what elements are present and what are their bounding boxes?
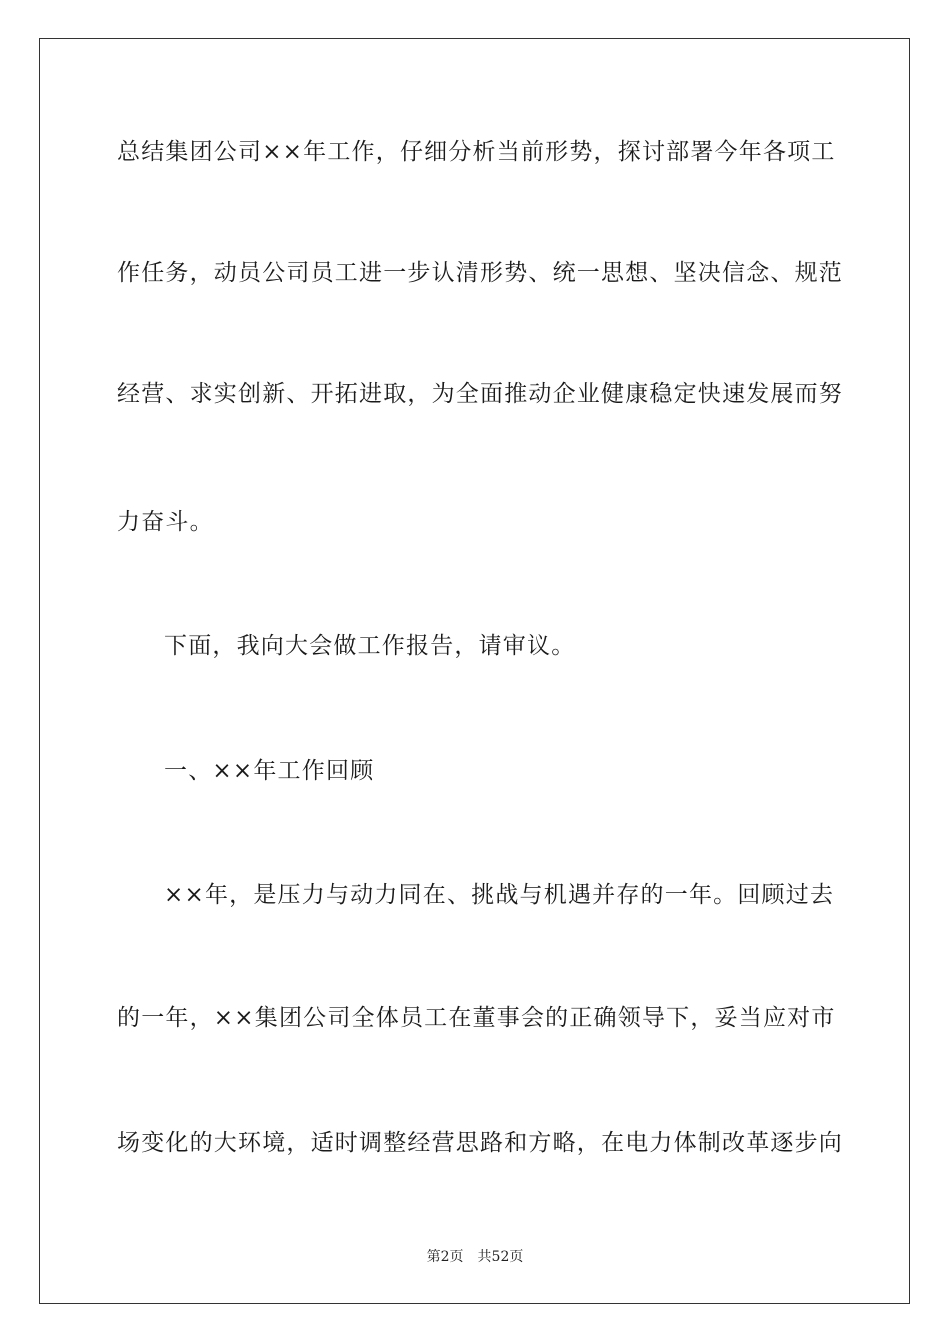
paragraph-line-4: 力奋斗。 xyxy=(117,509,214,535)
paragraph-line-1: 总结集团公司××年工作，仔细分析当前形势，探讨部署今年各项工 xyxy=(117,139,836,165)
paragraph-line-7: 场变化的大环境，适时调整经营思路和方略，在电力体制改革逐步向 xyxy=(117,1130,843,1156)
paragraph-intro: 下面，我向大会做工作报告，请审议。 xyxy=(164,633,576,659)
page-footer xyxy=(0,1248,950,1266)
paragraph-line-3: 经营、求实创新、开拓进取，为全面推动企业健康稳定快速发展而努 xyxy=(117,381,843,407)
paragraph-line-5: ××年，是压力与动力同在、挑战与机遇并存的一年。回顾过去 xyxy=(164,882,835,908)
page-border xyxy=(39,38,910,1304)
section-heading: 一、××年工作回顾 xyxy=(164,758,375,784)
paragraph-line-6: 的一年，××集团公司全体员工在董事会的正确领导下，妥当应对市 xyxy=(117,1005,836,1031)
page-total: 共52页 xyxy=(477,1249,524,1265)
paragraph-line-2: 作任务，动员公司员工进一步认清形势、统一思想、坚决信念、规范 xyxy=(117,260,843,286)
page-number: 第2页 xyxy=(426,1249,464,1265)
